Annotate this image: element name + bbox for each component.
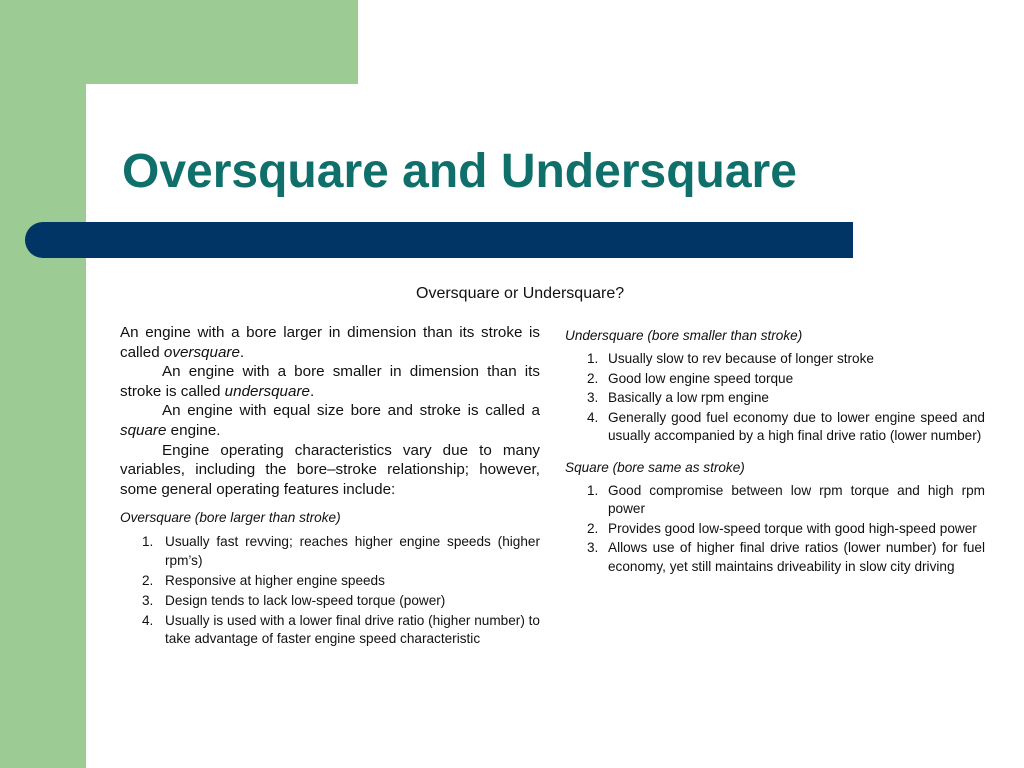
item-text: Usually fast revving; reaches higher engine speeds (higher rpm’s): [165, 534, 540, 568]
list-item: [120, 592, 540, 611]
list-item: [565, 482, 985, 519]
item-number: 4.: [142, 612, 154, 628]
term-undersquare: undersquare: [224, 382, 310, 400]
right-column: [565, 328, 985, 577]
item-text: Good compromise between low rpm torque and high rpm power: [608, 482, 985, 516]
undersquare-list: [565, 350, 985, 446]
intro-paragraph: [120, 362, 540, 401]
intro-text-span: engine.: [166, 421, 221, 439]
intro-paragraph: [120, 401, 540, 440]
intro-text-span: .: [239, 343, 245, 361]
title-underline-bar: [25, 222, 853, 258]
item-number: 1.: [587, 351, 599, 366]
oversquare-heading: Oversquare (bore larger than stroke): [120, 510, 341, 526]
item-text: Responsive at higher engine speeds: [165, 572, 385, 588]
intro-text: [120, 323, 540, 499]
item-number: 2.: [587, 370, 599, 386]
list-item: [565, 520, 985, 539]
intro-paragraph: [120, 441, 540, 500]
item-number: 4.: [587, 409, 599, 425]
slide-title: Oversquare and Undersquare: [122, 145, 797, 198]
item-number: 2.: [142, 572, 154, 588]
list-item: [120, 612, 540, 649]
green-top-band: [0, 0, 358, 84]
list-item: [565, 539, 985, 576]
intro-paragraph: [120, 323, 540, 362]
item-text: Allows use of higher final drive ratios (lower number) for fuel economy, yet still maintains driveability in slow city driving: [608, 540, 985, 574]
square-list: [565, 482, 985, 577]
list-item: [565, 370, 985, 389]
intro-text-span: Engine operating characteristics vary due to many variables, including the bore–stroke relationship; however, some general operating features include:: [120, 441, 540, 498]
item-number: 3.: [587, 390, 599, 405]
item-number: 3.: [587, 540, 599, 555]
item-number: 3.: [142, 592, 154, 608]
item-text: Usually slow to rev because of longer stroke: [608, 351, 874, 366]
intro-text-span: .: [309, 382, 315, 400]
scanned-figure: [110, 270, 1000, 710]
list-item: [565, 389, 985, 408]
intro-text-span: An engine with equal size bore and stroke is called a: [162, 402, 540, 420]
figure-heading: Oversquare or Undersquare?: [416, 285, 625, 302]
item-number: 2.: [587, 520, 599, 536]
list-item: [120, 533, 540, 570]
item-text: Design tends to lack low-speed torque (power): [165, 592, 446, 608]
list-item: [565, 350, 985, 369]
item-text: Good low engine speed torque: [608, 370, 794, 386]
term-square: square: [120, 421, 167, 439]
green-side-band: [0, 0, 86, 768]
undersquare-heading: Undersquare (bore smaller than stroke): [565, 328, 803, 343]
left-column: [120, 323, 540, 650]
item-text: Usually is used with a lower final drive ratio (higher number) to take advantage of faster engine speed characteristic: [165, 612, 540, 647]
item-text: Basically a low rpm engine: [608, 390, 769, 405]
list-item: [120, 572, 540, 591]
intro-text-span: An engine with a bore larger in dimension than its stroke is called: [120, 324, 540, 361]
intro-text-span: An engine with a bore smaller in dimension than its stroke is called: [120, 363, 540, 400]
item-text: Generally good fuel economy due to lower engine speed and usually accompanied by a high final drive ratio (lower number): [608, 409, 985, 443]
item-number: 1.: [587, 482, 599, 498]
item-number: 1.: [142, 534, 154, 550]
list-item: [565, 409, 985, 446]
oversquare-list: [120, 533, 540, 649]
item-text: Provides good low-speed torque with good high-speed power: [608, 520, 977, 536]
term-oversquare: oversquare: [163, 343, 240, 361]
square-heading: Square (bore same as stroke): [565, 459, 745, 475]
